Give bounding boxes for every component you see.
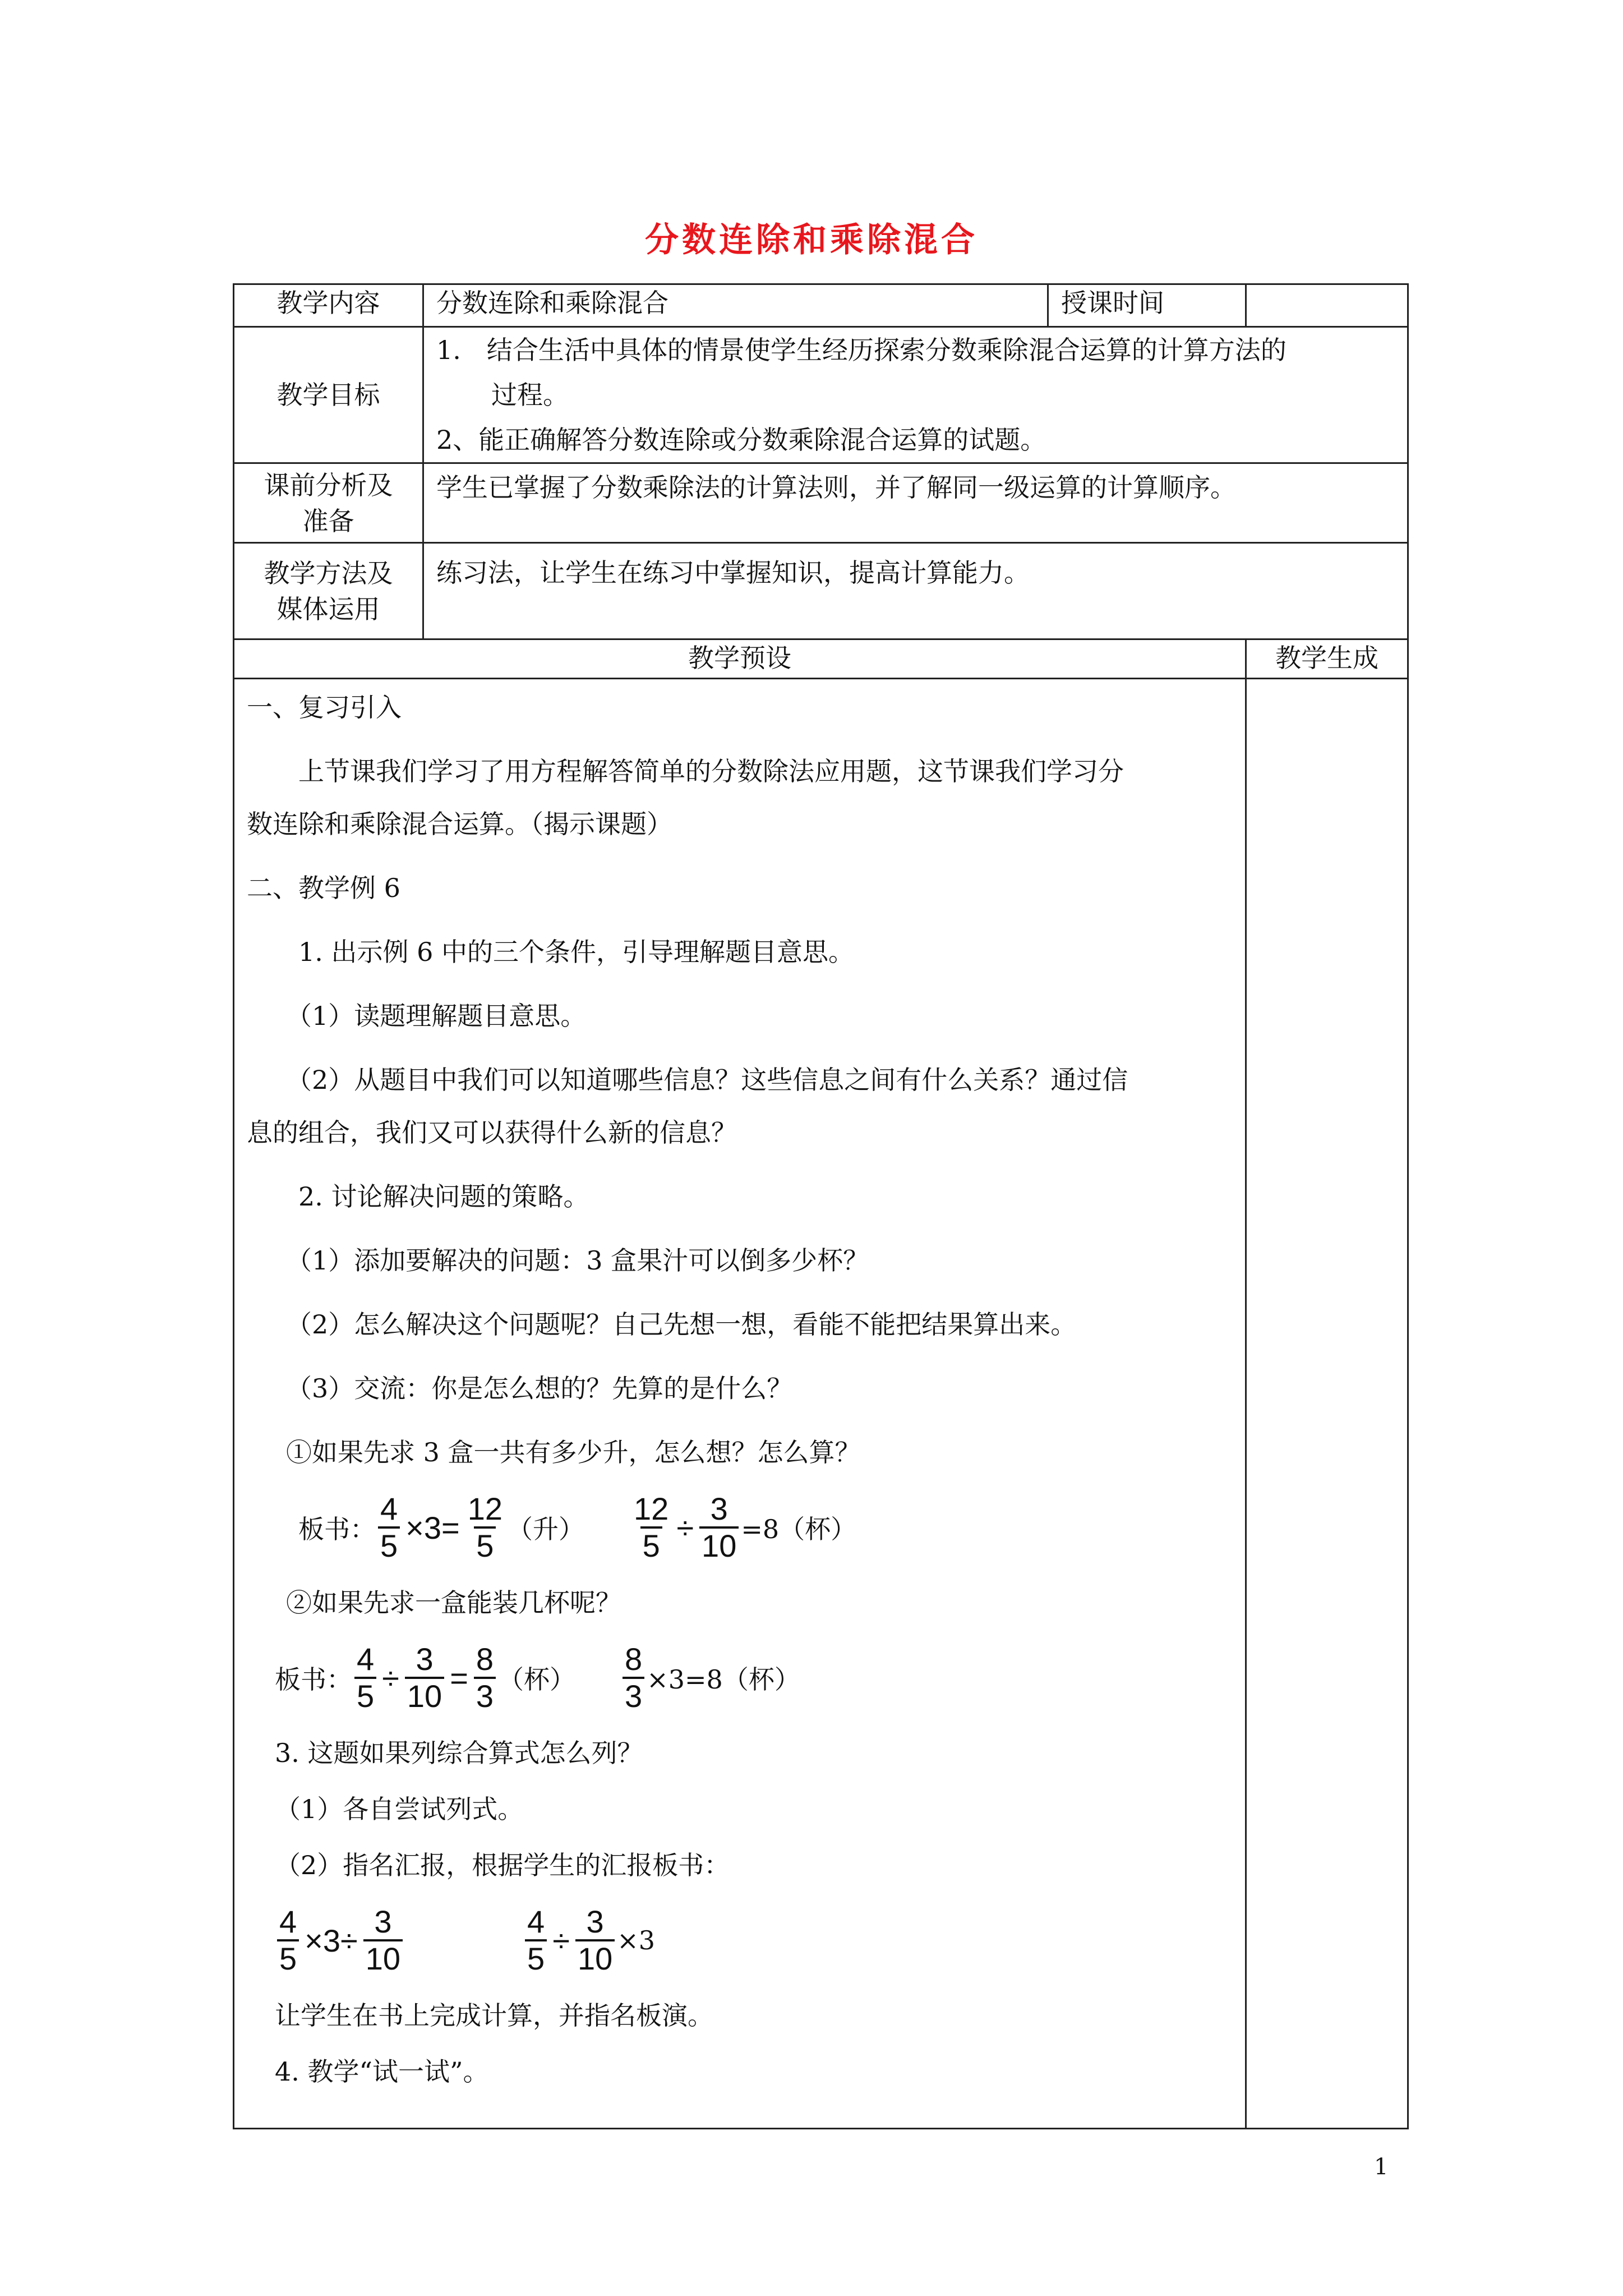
content-row [234, 284, 1408, 327]
combined-expressions [247, 1904, 1233, 1976]
fraction: $\frac{4}{5}$ [277, 1904, 299, 1976]
method-label-a: 教学方法及 [264, 558, 393, 588]
design-content [234, 679, 1246, 2129]
board-1-label: 板书： [298, 1514, 376, 1544]
generate-header: 教学生成 [1246, 639, 1408, 679]
prep-label-b: 准备 [302, 505, 354, 536]
fraction: $\frac{12}{5}$ [467, 1491, 503, 1563]
unit-text: （升） [507, 1514, 585, 1544]
goal-item-1a: 1. 结合生活中具体的情景使学生经历探索分数乘除混合运算的计算方法的 [436, 335, 1287, 365]
operator: ×3= [405, 1510, 460, 1545]
item-1-2b: 息的组合，我们又可以获得什么新的信息？ [247, 1117, 737, 1148]
item-4: 4. 教学“试一试”。 [275, 2056, 489, 2087]
section-review: 一、复习引入 [247, 692, 402, 723]
item-1-1: （1）读题理解题目意思。 [286, 1001, 587, 1031]
goals-label: 教学目标 [234, 327, 423, 463]
item-2-2: （2）怎么解决这个问题呢？自己先想一想，看能不能把结果算出来。 [286, 1309, 1077, 1340]
fraction: $\frac{4}{5}$ [378, 1492, 400, 1563]
operator: ÷ [552, 1922, 570, 1958]
prep-value: 学生已掌握了分数乘除法的计算法则，并了解同一级运算的计算顺序。 [423, 463, 1408, 543]
fraction: $\frac{3}{10}$ [405, 1642, 444, 1714]
unit-text: （杯） [498, 1664, 576, 1695]
time-value [1246, 284, 1408, 327]
lesson-plan-table [233, 283, 1409, 2129]
item-2-1: （1）添加要解决的问题：3 盒果汁可以倒多少杯？ [286, 1245, 869, 1276]
board-1 [247, 1492, 1233, 1563]
fraction: $\frac{12}{5}$ [634, 1491, 669, 1563]
case-2: ②如果先求一盒能装几杯呢？ [286, 1588, 621, 1618]
body-row [234, 679, 1408, 2129]
section-example: 二、教学例 6 [247, 873, 400, 903]
para-intro-b: 数连除和乘除混合运算。（揭示课题） [247, 809, 672, 839]
fraction: $\frac{8}{3}$ [623, 1642, 644, 1714]
item-3-1: （1）各自尝试列式。 [275, 1794, 524, 1824]
operator: ÷ [676, 1510, 694, 1545]
prep-label-a: 课前分析及 [264, 470, 393, 500]
content-value: 分数连除和乘除混合 [423, 284, 1048, 327]
item-2-3: （3）交流：你是怎么想的？先算的是什么？ [286, 1373, 793, 1404]
item-1-2a: （2）从题目中我们可以知道哪些信息？这些信息之间有什么关系？通过信 [286, 1065, 1128, 1095]
page-title: 分数连除和乘除混合 [645, 220, 978, 260]
prep-label [234, 463, 423, 543]
para-intro-a: 上节课我们学习了用方程解答简单的分数除法应用题，这节课我们学习分 [298, 756, 1124, 786]
item-2: 2. 讨论解决问题的策略。 [298, 1181, 589, 1212]
column-header-row [234, 639, 1408, 679]
fraction: $\frac{3}{10}$ [575, 1904, 615, 1976]
operator: ÷ [382, 1660, 399, 1696]
item-3-3: 让学生在书上完成计算，并指名板演。 [275, 2000, 713, 2031]
time-label: 授课时间 [1048, 284, 1246, 327]
goal-item-1b: 过程。 [491, 380, 569, 410]
method-label-b: 媒体运用 [276, 593, 380, 624]
generate-content [1246, 679, 1408, 2129]
board-2 [247, 1642, 1233, 1714]
operator: = [450, 1660, 468, 1696]
fraction: $\frac{4}{5}$ [354, 1642, 376, 1714]
content-label: 教学内容 [234, 284, 423, 327]
goals-list [436, 328, 1395, 462]
case-1: ①如果先求 3 盒一共有多少升，怎么想？怎么算？ [286, 1437, 861, 1467]
item-3-2: （2）指名汇报，根据学生的汇报板书： [275, 1850, 730, 1880]
design-header: 教学预设 [234, 639, 1246, 679]
goals-cell [423, 327, 1408, 463]
operator: ×3÷ [305, 1922, 358, 1958]
fraction: $\frac{3}{10}$ [699, 1492, 739, 1563]
result-text: =8（杯） [741, 1514, 857, 1544]
board-2-label: 板书： [275, 1664, 352, 1695]
fraction: $\frac{8}{3}$ [474, 1642, 496, 1714]
page-number: 1 [1374, 2154, 1389, 2180]
result-text: ×3=8（杯） [647, 1664, 800, 1695]
fraction: $\frac{4}{5}$ [525, 1904, 547, 1976]
item-1: 1. 出示例 6 中的三个条件，引导理解题目意思。 [298, 937, 855, 967]
goals-row [234, 327, 1408, 463]
tail-text: ×3 [617, 1925, 656, 1955]
fraction: $\frac{3}{10}$ [363, 1904, 403, 1976]
method-value: 练习法，让学生在练习中掌握知识，提高计算能力。 [423, 543, 1408, 639]
goal-item-2: 2、能正确解答分数连除或分数乘除混合运算的试题。 [436, 425, 1046, 455]
item-3: 3. 这题如果列综合算式怎么列？ [275, 1738, 643, 1768]
prep-row [234, 463, 1408, 543]
method-label [234, 543, 423, 639]
method-row [234, 543, 1408, 639]
